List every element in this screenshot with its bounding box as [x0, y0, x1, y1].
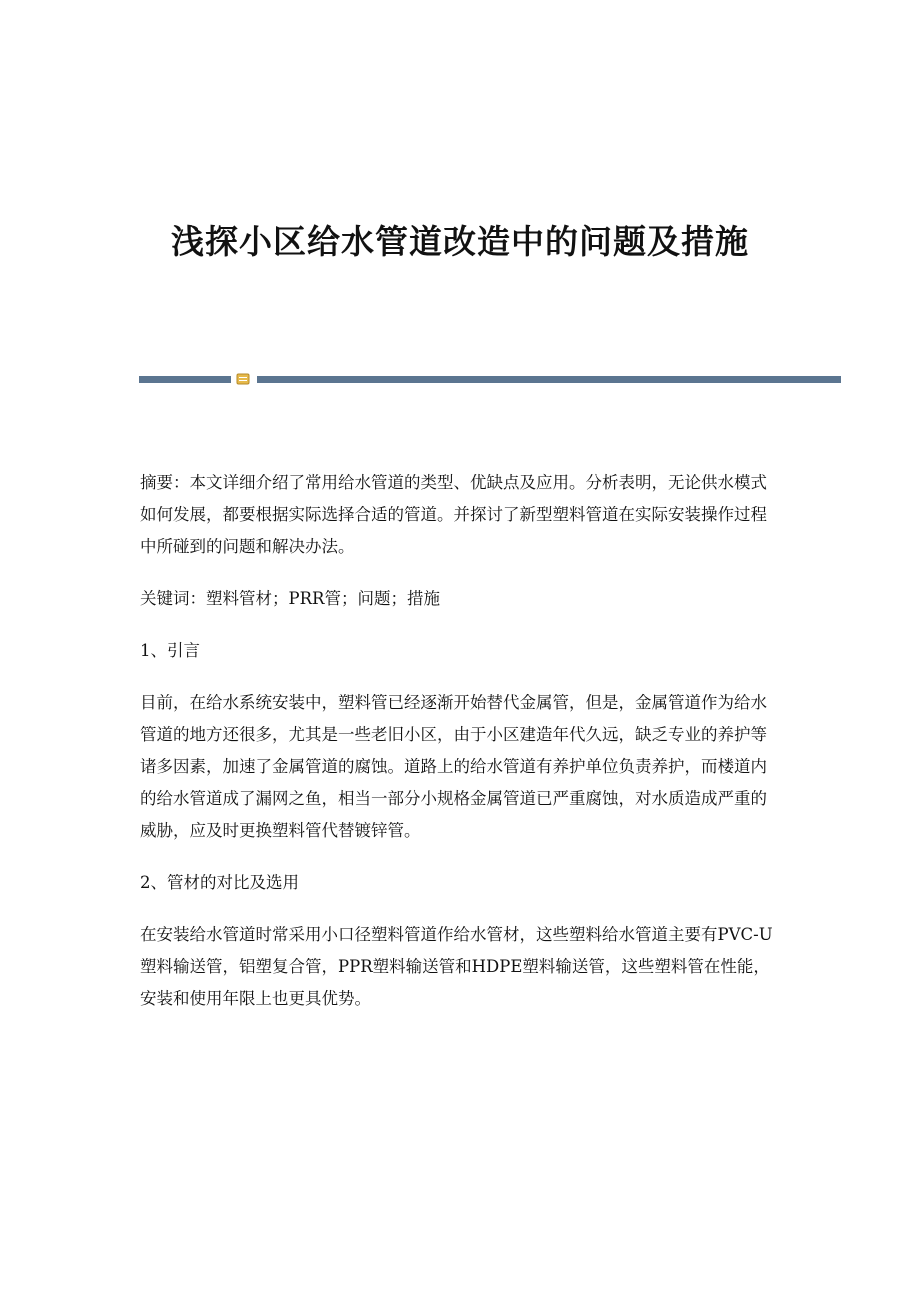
section-heading-intro: 1、引言 [140, 641, 200, 660]
section-heading-comparison: 2、管材的对比及选用 [140, 873, 299, 892]
keywords: 关键词：塑料管材；PRR管；问题；措施 [140, 589, 440, 608]
section-body-comparison: 在安装给水管道时常采用小口径塑料管道作给水管材，这些塑料给水管道主要有PVC-U塑料输送管，铝塑复合管，PPR塑料输送管和HDPE塑料输送管，这些塑料管在性能，安装和使用年限上也更具优势。 [140, 925, 773, 1008]
page-title: 浅探小区给水管道改造中的问题及措施 [171, 222, 749, 261]
abstract: 摘要：本文详细介绍了常用给水管道的类型、优缺点及应用。分析表明，无论供水模式如何发展，都要根据实际选择合适的管道。并探讨了新型塑料管道在实际安装操作过程中所碰到的问题和解决办法。 [140, 473, 767, 556]
section-body-intro: 目前，在给水系统安装中，塑料管已经逐渐开始替代金属管，但是，金属管道作为给水管道的地方还很多，尤其是一些老旧小区，由于小区建造年代久远，缺乏专业的养护等诸多因素，加速了金属管道的腐蚀。道路上的给水管道有养护单位负责养护，而楼道内的给水管道成了漏网之鱼，相当一部分小规格金属管道已严重腐蚀，对水质造成严重的威胁，应及时更换塑料管代替镀锌管。 [140, 693, 767, 840]
article-body [140, 467, 780, 1015]
ornament-icon [236, 373, 250, 385]
title-divider [139, 373, 841, 385]
divider-bar-left [139, 376, 231, 383]
divider-bar-right [257, 376, 841, 383]
